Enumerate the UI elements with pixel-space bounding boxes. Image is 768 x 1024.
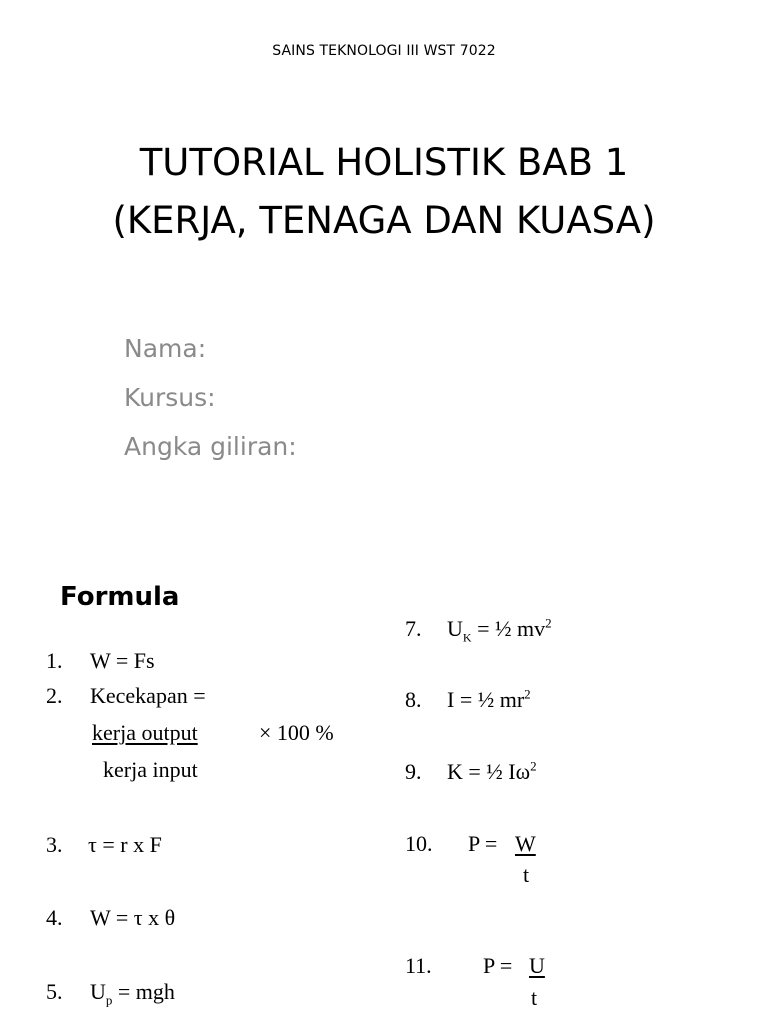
formula-superscript: 2: [545, 615, 552, 631]
fraction-numerator: kerja output: [92, 720, 198, 745]
formula-number: 3.: [46, 832, 63, 857]
formula-rhs: = mgh: [112, 979, 175, 1004]
formula-lhs: I = ½ mr: [447, 687, 525, 712]
fraction-denominator: kerja input: [103, 757, 198, 782]
formula-text: [447, 759, 537, 785]
formula-subscript: p: [105, 992, 113, 1008]
fraction-denominator: t: [531, 985, 538, 1010]
formula-lhs: K = ½ Iω: [447, 759, 531, 784]
formula-rhs: = ½ mv: [471, 616, 546, 641]
formula-text: [447, 687, 531, 713]
formula-text: [447, 615, 552, 645]
course-header: SAINS TEKNOLOGI III WST 7022: [272, 43, 496, 59]
formula-text: [90, 979, 175, 1008]
formula-number: 4.: [46, 905, 63, 930]
formula-number: 1.: [46, 648, 63, 673]
fraction-multiplier: × 100 %: [259, 720, 334, 745]
formula-number: 5.: [46, 979, 63, 1004]
name-label: Nama:: [124, 334, 207, 363]
fraction-numerator: W: [515, 831, 536, 856]
fraction-numerator: U: [529, 953, 545, 978]
course-label: Kursus:: [124, 383, 216, 412]
id-number-label: Angka giliran:: [124, 432, 297, 461]
formula-subscript: K: [462, 630, 472, 645]
formula-item: [46, 648, 63, 674]
formula-lhs: P =: [483, 953, 513, 978]
fraction-denominator: t: [523, 862, 530, 887]
formula-text: W = Fs: [90, 648, 155, 673]
formula-number: 2.: [46, 683, 63, 708]
page-title-line-2: (KERJA, TENAGA DAN KUASA): [112, 199, 656, 242]
formula-text: W = τ x θ: [90, 905, 176, 930]
formula-number: 7.: [405, 616, 422, 641]
formula-number: 9.: [405, 759, 422, 784]
formula-superscript: 2: [524, 686, 531, 702]
formula-text: Kecekapan =: [90, 683, 206, 708]
formula-number: 10.: [405, 831, 433, 856]
formula-lhs: U: [90, 979, 106, 1004]
formula-number: 11.: [405, 953, 432, 978]
formula-lhs: P =: [468, 831, 498, 856]
page-title-line-1: TUTORIAL HOLISTIK BAB 1: [139, 141, 629, 184]
formula-superscript: 2: [530, 758, 537, 774]
formula-text: τ = r x F: [88, 832, 162, 857]
formula-number: 8.: [405, 687, 422, 712]
formula-lhs: U: [447, 616, 463, 641]
formula-heading: Formula: [60, 582, 180, 612]
